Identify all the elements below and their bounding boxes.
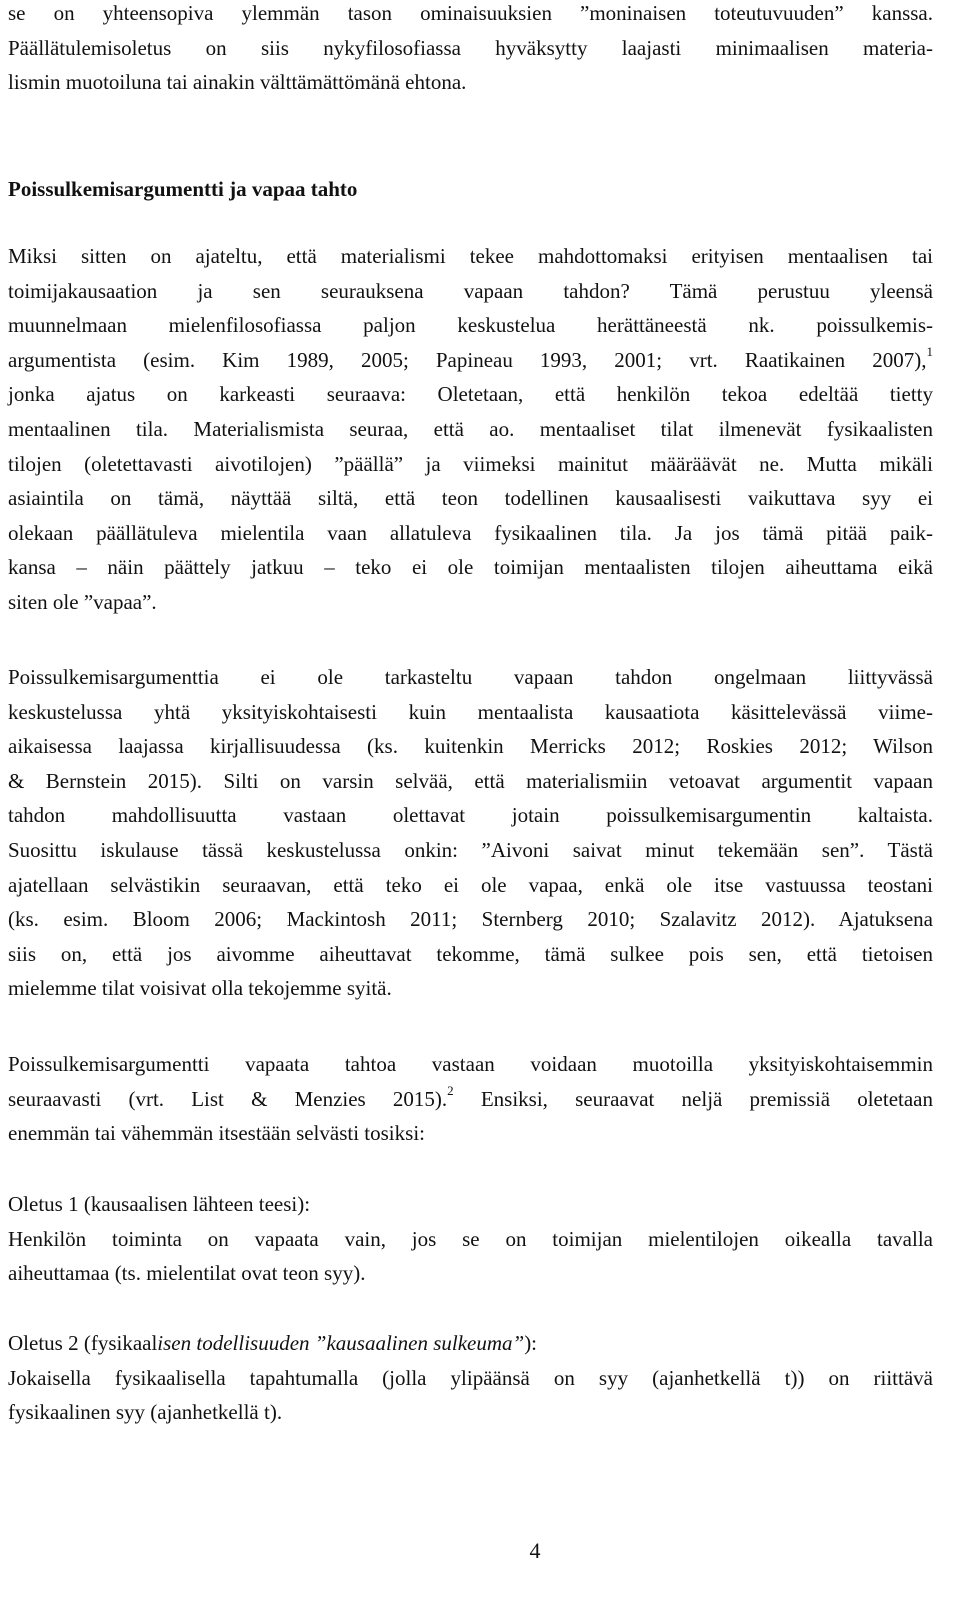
text-line: mentaalinen tila. Materialismista seuraa, että ao. mentaaliset tilat ilmenevät fysikaalisten [8, 416, 933, 441]
text-line: Jokaisella fysikaalisella tapahtumalla (jolla ylipäänsä on syy (ajanhetkellä t)) on riittävä [8, 1365, 933, 1390]
text-line: tahdon mahdollisuutta vastaan olettavat jotain poissulkemisargumentin kaltaista. [8, 803, 933, 828]
text-span: ): [524, 1331, 538, 1355]
footnote-marker: 2 [447, 1082, 454, 1098]
text-line: (ks. esim. Bloom 2006; Mackintosh 2011; Sternberg 2010; Szalavitz 2012). Ajatuksena [8, 907, 933, 932]
text-span: seuraavasti (vrt. List & Menzies 2015). [8, 1086, 448, 1111]
assumption-2 [8, 1326, 933, 1430]
text-line: Henkilön toiminta on vapaata vain, jos se on toimijan mielentilojen oikealla tavalla [8, 1226, 933, 1251]
text-span: Ensiksi, seuraavat neljä premissiä oletetaan [480, 1086, 933, 1111]
text-line: olekaan päällätuleva mielentila vaan allatuleva fysikaalinen tila. Ja jos tämä pitää paik- [8, 520, 933, 545]
text-line: asiaintila on tämä, näyttää siltä, että teon todellinen kausaalisesti vaikuttava syy ei [8, 486, 933, 511]
text-line: kansa – näin päättely jatkuu – teko ei ole toimijan mentaalisten tilojen aiheuttama eikä [8, 555, 933, 580]
text-line: fysikaalinen syy (ajanhetkellä t). [8, 1400, 283, 1425]
text-line: Poissulkemisargumenttia ei ole tarkasteltu vapaan tahdon ongelmaan liittyvässä [8, 665, 933, 689]
text-line: lismin muotoiluna tai ainakin välttämättömänä ehtona. [8, 70, 467, 95]
italic-span: isen todellisuuden ”kausaalinen sulkeuma” [157, 1331, 525, 1355]
text-line: aiheuttamaa (ts. mielentilat ovat teon syy). [8, 1261, 366, 1286]
paragraph-2 [8, 660, 933, 1006]
text-line [8, 1082, 933, 1117]
page-number: 4 [529, 1538, 541, 1563]
text-line: mielemme tilat voisivat olla tekojemme syitä. [8, 976, 392, 1001]
text-line: aikaisessa laajassa kirjallisuudessa (ks. kuitenkin Merricks 2012; Roskies 2012; Wilson [8, 734, 933, 759]
text-line: siis on, että jos aivomme aiheuttavat tekomme, tämä sulkee pois sen, että tietoisen [8, 941, 933, 966]
text-line: Päällätulemisoletus on siis nykyfilosofiassa hyväksytty laajasti minimaalisen materia- [8, 35, 933, 60]
text-line: Suosittu iskulause tässä keskustelussa onkin: ”Aivoni saivat minut tekemään sen”. Tästä [8, 837, 933, 862]
heading-text: Poissulkemisargumentti ja vapaa tahto [8, 177, 358, 201]
text-span: argumentista (esim. Kim 1989, 2005; Papineau 1993, 2001; vrt. Raatikainen 2007), [8, 347, 927, 372]
paragraph-1 [8, 239, 933, 620]
text-span: Oletus 2 (fysikaal [8, 1331, 158, 1355]
text-line: jonka ajatus on karkeasti seuraava: Oletetaan, että henkilön tekoa edeltää tietty [8, 382, 933, 407]
text-line: toimijakausaation ja sen seurauksena vapaan tahdon? Tämä perustuu yleensä [8, 278, 933, 303]
text-line: Miksi sitten on ajateltu, että materialismi tekee mahdottomaksi erityisen mentaalisen tai [8, 244, 933, 268]
assumption-title [8, 1326, 933, 1361]
footnote-marker: 1 [926, 343, 933, 359]
section-heading [8, 172, 933, 207]
text-line: se on yhteensopiva ylemmän tason ominaisuuksien ”moninaisen toteutuvuuden” kanssa. [8, 1, 933, 25]
text-line: Poissulkemisargumentti vapaata tahtoa vastaan voidaan muotoilla yksityiskohtaisemmin [8, 1052, 933, 1076]
text-line: ajatellaan selvästikin seuraavan, että teko ei ole vapaa, enkä ole itse vastuussa teostani [8, 872, 933, 897]
text-line: muunnelmaan mielenfilosofiassa paljon keskustelua herättäneestä nk. poissulkemis- [8, 313, 933, 338]
text-line: siten ole ”vapaa”. [8, 589, 157, 614]
text-line: keskustelussa yhtä yksityiskohtaisesti kuin mentaalista kausaatiota käsittelevässä viime- [8, 699, 933, 724]
text-line [8, 343, 933, 378]
assumption-1 [8, 1187, 933, 1291]
text-line: tilojen (oletettavasti aivotilojen) ”päällä” ja viimeksi mainitut määräävät ne. Mutta mikäli [8, 451, 933, 476]
text-line: enemmän tai vähemmän itsestään selvästi tosiksi: [8, 1121, 425, 1146]
assumption-title: Oletus 1 (kausaalisen lähteen teesi): [8, 1192, 311, 1216]
paragraph-3 [8, 1047, 933, 1151]
intro-paragraph [8, 0, 933, 100]
text-line: & Bernstein 2015). Silti on varsin selvää, että materialismiin vetoavat argumentit vapaan [8, 768, 933, 793]
